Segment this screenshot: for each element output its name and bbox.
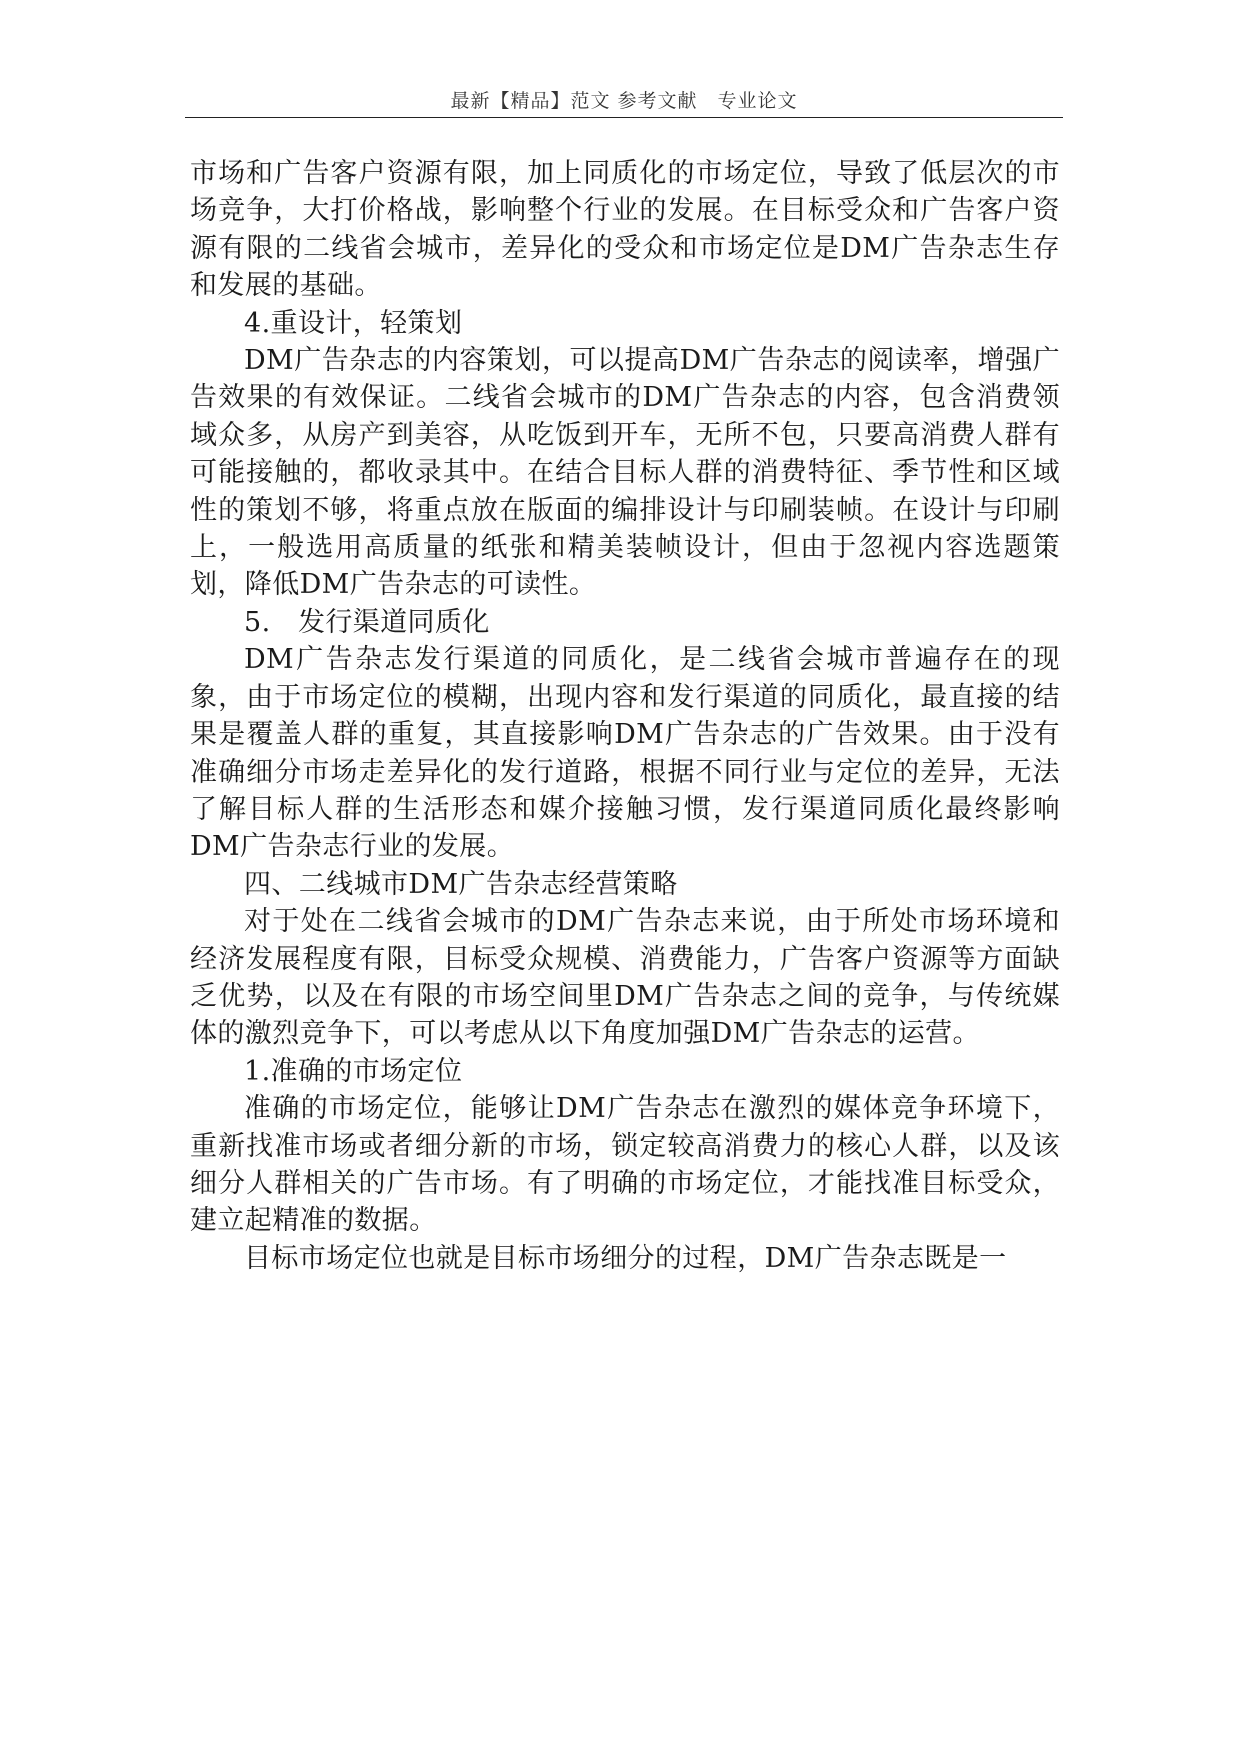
paragraph-continuation: 市场和广告客户资源有限，加上同质化的市场定位，导致了低层次的市场竞争，大打价格战，影响整个行业的发展。在目标受众和广告客户资源有限的二线省会城市，差异化的受众和市场定位是DM广告杂志生存和发展的基础。: [190, 158, 1060, 302]
section-heading-strategy: 四、二线城市DM广告杂志经营策略: [244, 868, 678, 900]
section-heading-distribution: 5. 发行渠道同质化: [244, 606, 490, 638]
paragraph-strategy-intro: 对于处在二线省会城市的DM广告杂志来说，由于所处市场环境和经济发展程度有限，目标受众规模、消费能力，广告客户资源等方面缺乏优势，以及在有限的市场空间里DM广告杂志之间的竞争，与传统媒体的激烈竞争下，可以考虑从以下角度加强DM广告杂志的运营。: [190, 906, 1060, 1050]
section-heading-positioning: 1.准确的市场定位: [244, 1055, 463, 1087]
paragraph-positioning: 准确的市场定位，能够让DM广告杂志在激烈的媒体竞争环境下，重新找准市场或者细分新的市场，锁定较高消费力的核心人群，以及该细分人群相关的广告市场。有了明确的市场定位，才能找准目标受众，建立起精准的数据。: [190, 1093, 1060, 1237]
paragraph-distribution-channels: DM广告杂志发行渠道的同质化，是二线省会城市普遍存在的现象，由于市场定位的模糊，出现内容和发行渠道的同质化，最直接的结果是覆盖人群的重复，其直接影响DM广告杂志的广告效果。由于没有准确细分市场走差异化的发行道路，根据不同行业与定位的差异，无法了解目标人群的生活形态和媒介接触习惯，发行渠道同质化最终影响DM广告杂志行业的发展。: [190, 644, 1060, 863]
paragraph-content-planning: DM广告杂志的内容策划，可以提高DM广告杂志的阅读率，增强广告效果的有效保证。二线省会城市的DM广告杂志的内容，包含消费领域众多，从房产到美容，从吃饭到开车，无所不包，只要高消费人群有可能接触的，都收录其中。在结合目标人群的消费特征、季节性和区域性的策划不够，将重点放在版面的编排设计与印刷装帧。在设计与印刷上，一般选用高质量的纸张和精美装帧设计，但由于忽视内容选题策划，降低DM广告杂志的可读性。: [190, 345, 1060, 601]
section-heading-redesign: 4.重设计，轻策划: [244, 307, 463, 339]
document-body: [190, 155, 1060, 1277]
paragraph-target-market: 目标市场定位也就是目标市场细分的过程，DM广告杂志既是一: [244, 1242, 1007, 1274]
page-header: 最新【精品】范文 参考文献 专业论文: [450, 90, 798, 112]
header-rule: [185, 117, 1063, 118]
